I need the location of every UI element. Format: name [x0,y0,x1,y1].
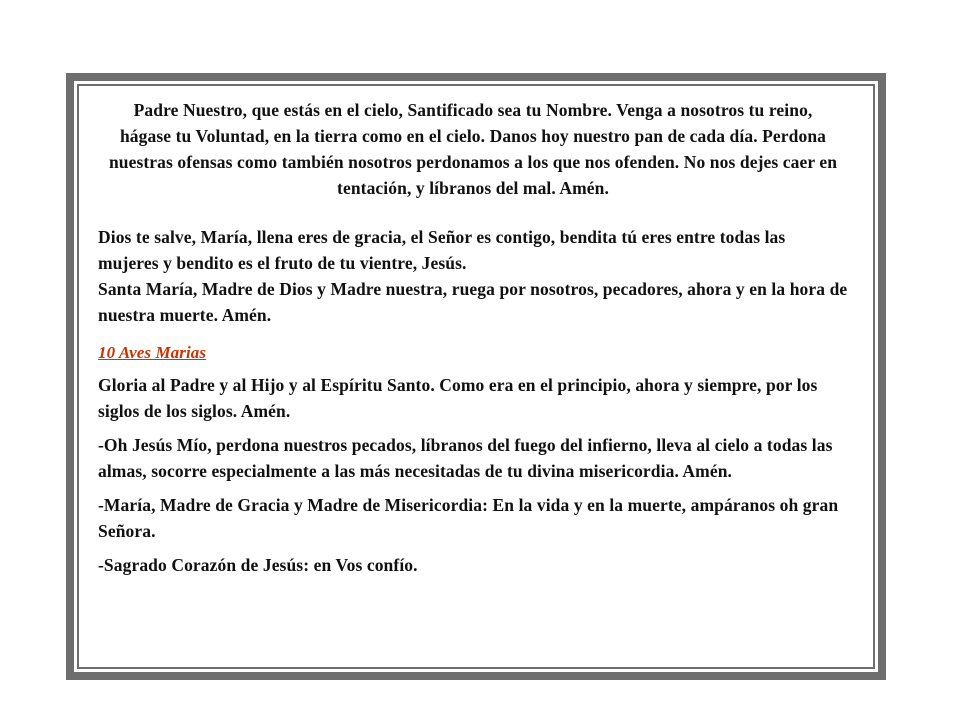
maria-madre-paragraph: -María, Madre de Gracia y Madre de Misericordia: En la vida y en la muerte, ampáranos oh gran Señora. [98,495,839,541]
sagrado-corazon-paragraph: -Sagrado Corazón de Jesús: en Vos confío. [98,555,418,575]
oh-jesus-paragraph: -Oh Jesús Mío, perdona nuestros pecados, líbranos del fuego del infierno, lleva al cielo a todas las almas, socorre especialmente a las más necesitadas de tu divina misericordia. Amén. [98,435,833,481]
ave-maria-paragraph-1: Dios te salve, María, llena eres de gracia, el Señor es contigo, bendita tú eres entre todas las mujeres y bendito es el fruto de tu vientre, Jesús. [98,227,786,273]
ave-maria-paragraph-2: Santa María, Madre de Dios y Madre nuestra, ruega por nosotros, pecadores, ahora y en la hora de nuestra muerte. Amén. [98,279,848,325]
gloria-paragraph: Gloria al Padre y al Hijo y al Espíritu Santo. Como era en el principio, ahora y siempre, por los siglos de los siglos. Amén. [98,375,818,421]
prayer-frame-inner [73,80,879,673]
padre-nuestro-paragraph: Padre Nuestro, que estás en el cielo, Santificado sea tu Nombre. Venga a nosotros tu reino, hágase tu Voluntad, en la tierra como en el cielo. Danos hoy nuestro pan de cada día. Perdona nuestras ofensas como también nosotros perdonamos a los que nos ofenden. No nos dejes caer en tentación, y líbranos del mal. Amén. [108,100,838,198]
prayer-frame [66,73,886,680]
aves-marias-link[interactable]: 10 Aves Marias [98,343,207,362]
prayer-content [98,97,848,586]
